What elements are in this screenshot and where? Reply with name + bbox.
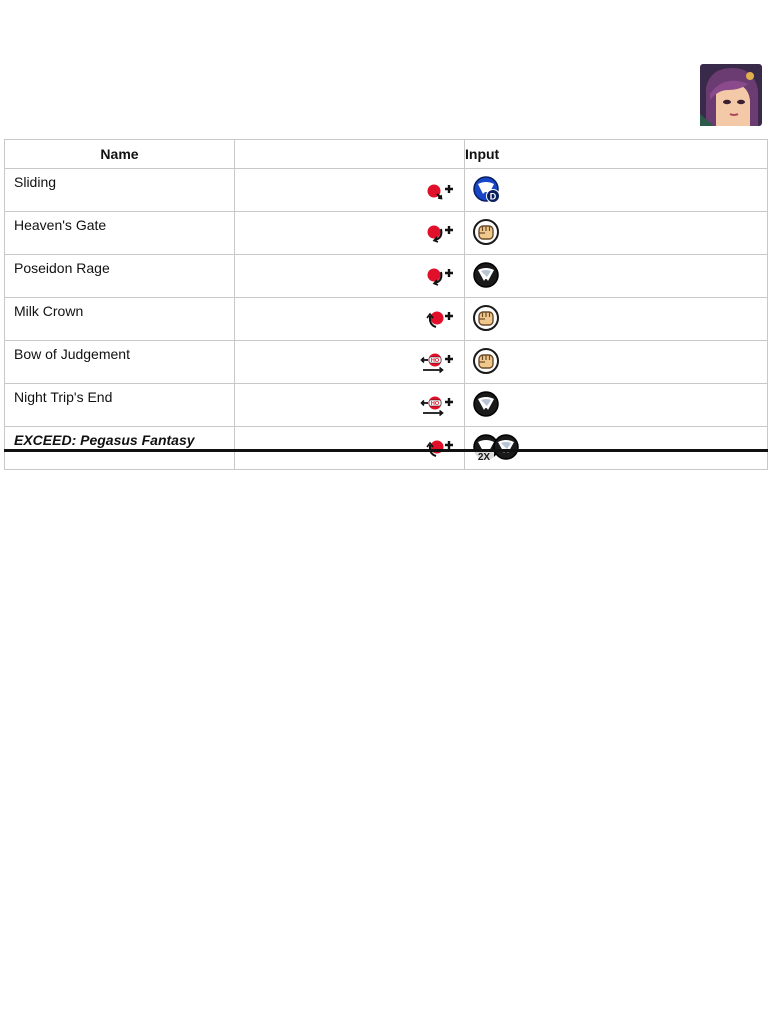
quarter-circle-back-icon <box>424 307 454 331</box>
quarter-circle-back-icon <box>424 436 454 460</box>
motion-cell <box>235 169 465 212</box>
character-portrait-avatar <box>700 64 762 126</box>
motion-cell <box>235 298 465 341</box>
move-name: Night Trip's End <box>5 384 235 427</box>
input-cell <box>465 384 768 427</box>
input-cell <box>465 298 768 341</box>
input-cell <box>465 341 768 384</box>
input-cell <box>465 255 768 298</box>
kick-button-icon <box>473 262 501 290</box>
kick-button-d-icon <box>473 176 501 204</box>
table-row <box>5 255 768 298</box>
double-label: 2X <box>477 452 491 462</box>
hold-label: HO <box>430 401 440 407</box>
input-cell <box>465 427 768 470</box>
table-row <box>5 298 768 341</box>
down-forward-icon <box>424 179 454 201</box>
section-divider <box>4 449 768 452</box>
table-row <box>5 427 768 470</box>
move-name-exceed: EXCEED: Pegasus Fantasy <box>5 427 235 470</box>
motion-cell <box>235 427 465 470</box>
input-cell <box>465 169 768 212</box>
table-row <box>5 212 768 255</box>
input-column-header: Input <box>465 140 768 169</box>
motion-cell <box>235 341 465 384</box>
table-header-row <box>5 140 768 169</box>
move-name: Bow of Judgement <box>5 341 235 384</box>
input-cell <box>465 212 768 255</box>
table-row <box>5 169 768 212</box>
name-column-header: Name <box>5 140 235 169</box>
moves-table <box>4 139 768 470</box>
table-row <box>5 384 768 427</box>
motion-column-header <box>235 140 465 169</box>
motion-cell <box>235 384 465 427</box>
kick-button-icon <box>473 391 501 419</box>
motion-cell <box>235 212 465 255</box>
punch-button-icon <box>473 348 501 376</box>
half-circle-back-icon <box>424 264 454 288</box>
move-name: Sliding <box>5 169 235 212</box>
hold-label: HO <box>430 358 440 364</box>
d-badge-label: D <box>489 191 497 202</box>
charge-back-forward-icon <box>420 393 454 417</box>
motion-cell <box>235 255 465 298</box>
double-kick-2x-icon <box>473 434 521 462</box>
punch-button-icon <box>473 305 501 333</box>
move-name: Heaven's Gate <box>5 212 235 255</box>
charge-back-forward-icon <box>420 350 454 374</box>
half-circle-back-icon <box>424 221 454 245</box>
move-name: Milk Crown <box>5 298 235 341</box>
move-name: Poseidon Rage <box>5 255 235 298</box>
punch-button-icon <box>473 219 501 247</box>
table-row <box>5 341 768 384</box>
